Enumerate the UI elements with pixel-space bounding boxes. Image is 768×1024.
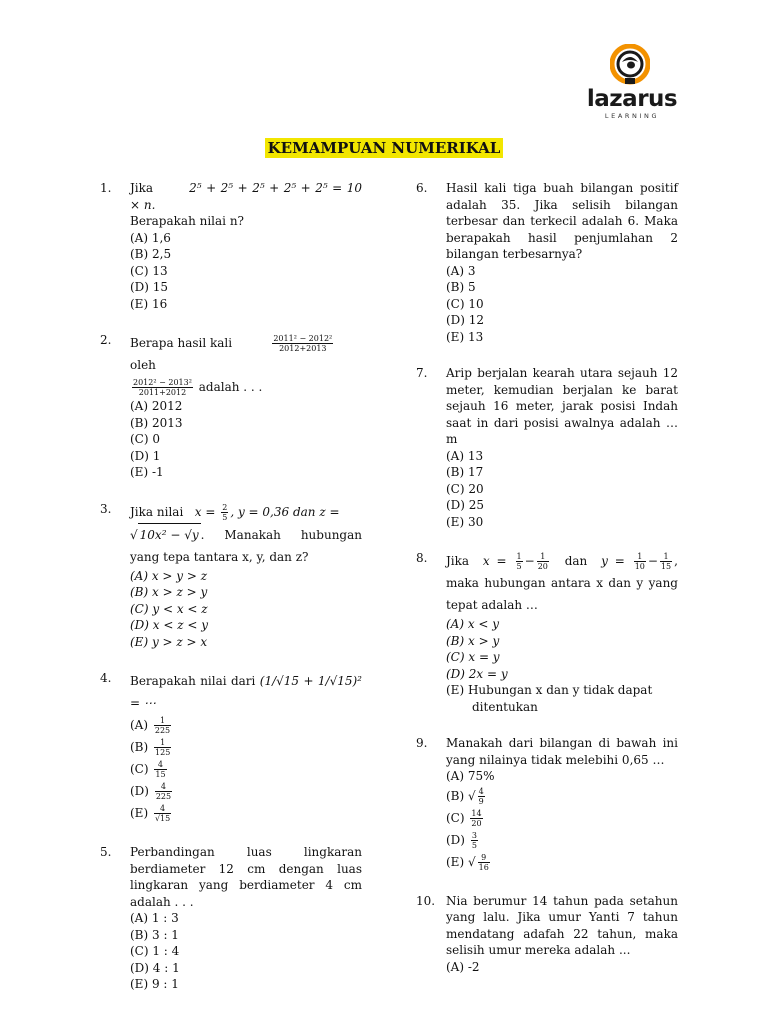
option[interactable]: (E) 13 bbox=[446, 329, 484, 344]
question-8: 8. Jika x = $\frac{1}{5}$ − $\frac{1}{20}$ dan y = $\frac{1}{10}$ − $\frac{1}{15}$ , maka hubungan antara x dan y yang tepat adalah … (A) x < y (B) x > y (C) x = y (D) 2x = y (E) Hubungan x dan y tidak dapat ditentukan bbox=[416, 551, 678, 714]
question-9: 9. Manakah dari bilangan di bawah ini yang nilainya tidak melebihi 0,65 … (A) 75% (B) √ $\frac{4}{9}$ (C) $\frac{14}{20}$ (D) $\frac{3}{5}$ (E) √ $\frac{9}{16}$ bbox=[416, 736, 678, 872]
question-4: 4. Berapakah nilai dari (1/√15 + 1/√15)² = ⋯ (A) $\frac{1}{225}$ (B) $\frac{1}{125}$ (C) $\frac{4}{15}$ (D) $\frac{4}{225}$ (E) $\frac{4}{√15}$ bbox=[100, 671, 362, 823]
option[interactable]: (C) 20 bbox=[446, 481, 484, 496]
fraction: $\frac{\text{2011² − 2012²}}{2012+2013}$ bbox=[273, 334, 333, 353]
question-number: 4. bbox=[100, 671, 112, 685]
equation: 2⁵ + 2⁵ + 2⁵ + 2⁵ + 2⁵ = 10 × n. bbox=[130, 181, 363, 212]
option[interactable]: (E) $\frac{4}{√15}$ bbox=[130, 804, 171, 823]
question-3: 3. Jika nilai x = $\frac{2}{5}$ , y = 0,36 dan z = √ 10x² − √y . Manakah hubungan yang tepa tantara x, y, dan z? (A) x > y > z (B) x > z > y (C) y < x < z (D) x < z < y (E) y > z > x bbox=[100, 501, 362, 649]
question-number: 3. bbox=[100, 501, 112, 516]
option[interactable]: (D) 12 bbox=[446, 313, 485, 327]
left-column bbox=[100, 180, 362, 1013]
question-2: 2. Berapa hasil kali $\frac{\text{2011² − 2012²}}{2012+2013}$ oleh $\frac{\text{2012² − 2013²}}{2011+2012}$ adalah . . . (A) 2012 (B) 2013 (C) 0 (D) 1 (E) -1 bbox=[100, 332, 362, 481]
option[interactable]: (A) 3 bbox=[446, 263, 476, 278]
option[interactable]: (B) √ $\frac{4}{9}$ bbox=[446, 786, 484, 806]
option[interactable]: (C) x = y bbox=[446, 650, 500, 664]
option[interactable]: (D) 4 : 1 bbox=[130, 960, 180, 975]
option[interactable]: (B) x > y bbox=[446, 633, 500, 648]
question-number: 1. bbox=[100, 181, 112, 195]
right-column bbox=[416, 180, 678, 995]
fraction: $\frac{\text{2012² − 2013²}}{2011+2012}$ bbox=[133, 378, 192, 397]
equation: (1/√15 + 1/√15)² = ⋯ bbox=[130, 674, 362, 710]
option[interactable]: (D) 15 bbox=[130, 280, 169, 294]
option[interactable]: (D) x < z < y bbox=[130, 618, 209, 632]
option[interactable]: (E) -1 bbox=[130, 465, 164, 479]
option[interactable]: (C) y < x < z bbox=[130, 601, 208, 616]
option[interactable]: (B) 5 bbox=[446, 280, 476, 294]
question-number: 7. bbox=[416, 366, 428, 380]
question-6: 6. Hasil kali tiga buah bilangan positif adalah 35. Jika selisih bilangan terbesar dan terkecil adalah 6. Maka berapakah hasil penjumlahan 2 bilangan terbesarnya? (A) 3 (B) 5 (C) 10 (D) 12 (E) 13 bbox=[416, 181, 678, 344]
option[interactable]: (C) 0 bbox=[130, 432, 160, 446]
option[interactable]: (A) x > y > z bbox=[130, 568, 208, 583]
option[interactable]: (B) 2013 bbox=[130, 415, 183, 430]
question-1: 1. Jika 2⁵ + 2⁵ + 2⁵ + 2⁵ + 2⁵ = 10 × n. Berapakah nilai n? (A) 1,6 (B) 2,5 (C) 13 (D) 15 (E) 16 bbox=[100, 181, 363, 311]
option[interactable]: (C) 10 bbox=[446, 296, 484, 311]
option[interactable]: (A) -2 bbox=[446, 959, 480, 974]
page-title: KEMAMPUAN NUMERIKAL bbox=[0, 139, 768, 157]
fraction: $\frac{2}{5}$ bbox=[222, 502, 228, 522]
option[interactable]: (E) y > z > x bbox=[130, 634, 208, 649]
logo-wordmark: lazarus bbox=[586, 86, 678, 112]
question-number: 6. bbox=[416, 181, 428, 195]
option[interactable]: (E) 16 bbox=[130, 296, 168, 311]
option[interactable]: (B) 3 : 1 bbox=[130, 927, 179, 942]
question-number: 9. bbox=[416, 736, 428, 750]
question-7: 7. Arip berjalan kearah utara sejauh 12 meter, kemudian berjalan ke barat sejauh 16 meter, jarak posisi Indah saat in dari posisi awalnya adalah … m (A) 13 (B) 17 (C) 20 (D) 25 (E) 30 bbox=[416, 366, 678, 529]
logo-subtitle: LEARNING bbox=[604, 112, 660, 120]
option[interactable]: (E) 9 : 1 bbox=[130, 977, 179, 991]
question-number: 5. bbox=[100, 845, 112, 859]
option[interactable]: (E) 30 bbox=[446, 514, 484, 529]
option[interactable]: (A) 1 : 3 bbox=[130, 911, 179, 925]
question-10: 10. Nia berumur 14 tahun pada setahun yang lalu. Jika umur Yanti 7 tahun mendatang adafah 22 tahun, maka selisih umur mereka adalah ... (A) -2 bbox=[416, 893, 678, 974]
sqrt-icon: √ bbox=[467, 854, 476, 869]
option[interactable]: (E) Hubungan x dan y tidak dapat ditentukan bbox=[446, 683, 653, 714]
option[interactable]: (D) 1 bbox=[130, 448, 161, 463]
option[interactable]: (E) √ $\frac{9}{16}$ bbox=[446, 852, 489, 872]
option[interactable]: (A) $\frac{1}{225}$ bbox=[130, 716, 171, 735]
question-number: 2. bbox=[100, 333, 112, 347]
option[interactable]: (B) 2,5 bbox=[130, 247, 172, 261]
option[interactable]: (A) 13 bbox=[446, 448, 484, 463]
option[interactable]: (C) $\frac{4}{15}$ bbox=[130, 760, 166, 779]
option[interactable]: (A) x < y bbox=[446, 617, 500, 631]
option[interactable]: (C) 13 bbox=[130, 263, 168, 278]
question-number: 10. bbox=[416, 893, 436, 908]
option[interactable]: (D) 25 bbox=[446, 498, 485, 512]
sqrt-icon: √ bbox=[468, 788, 476, 803]
option[interactable]: (B) $\frac{1}{125}$ bbox=[130, 738, 171, 757]
option[interactable]: (C) $\frac{14}{20}$ bbox=[446, 808, 482, 828]
option[interactable]: (B) x > z > y bbox=[130, 585, 208, 599]
option[interactable]: (A) 1,6 bbox=[130, 230, 171, 245]
question-number: 8. bbox=[416, 551, 428, 565]
option[interactable]: (D) $\frac{4}{225}$ bbox=[130, 782, 172, 801]
question-5: 5. Perbandingan luas lingkaran berdiameter 12 cm dengan luas lingkaran yang berdiameter 4 cm adalah . . . (A) 1 : 3 (B) 3 : 1 (C) 1 : 4 (D) 4 : 1 (E) 9 : 1 bbox=[100, 845, 362, 991]
option[interactable]: (D) 2x = y bbox=[446, 666, 508, 681]
option[interactable]: (B) 17 bbox=[446, 465, 484, 479]
option[interactable]: (D) $\frac{3}{5}$ bbox=[446, 830, 477, 850]
option[interactable]: (A) 2012 bbox=[130, 399, 183, 413]
lazarus-logo-icon bbox=[610, 44, 650, 88]
sqrt-icon: √ bbox=[130, 527, 138, 542]
lazarus-logo bbox=[584, 44, 680, 120]
option[interactable]: (C) 1 : 4 bbox=[130, 944, 180, 958]
option[interactable]: (A) 75% bbox=[446, 769, 495, 783]
